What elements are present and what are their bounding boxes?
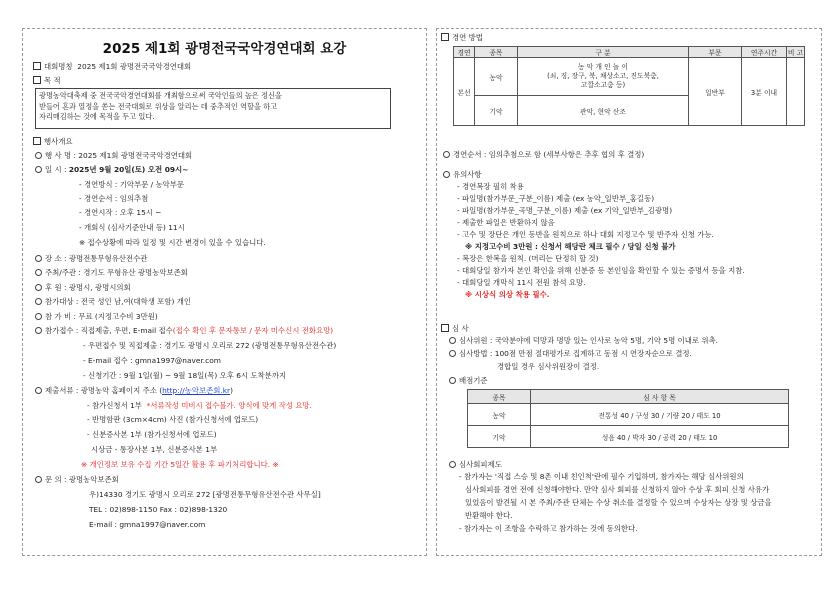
- docs-item-text: - 참가신청서 1부: [87, 401, 142, 410]
- purpose-box: [35, 88, 391, 129]
- venue-line: [35, 254, 147, 263]
- avoid-line: 심사회피를 경연 전에 신청해야한다. 만약 심사 회피를 신청하지 않아 수상 후 회피 신청 사유가: [465, 485, 770, 494]
- criteria-item: 농악: [468, 404, 531, 426]
- avoid-heading: [449, 460, 502, 469]
- circle-bullet-icon: [35, 387, 42, 394]
- sponsor-line: [35, 283, 131, 292]
- col-header: 종목: [475, 47, 518, 58]
- group-cell: 본선: [454, 58, 475, 126]
- apply-sub: - 우편접수 및 직접제출 : 경기도 광명시 오리로 272 (광명전통무형유산전수관): [83, 341, 337, 350]
- purpose-label: 목 적: [44, 76, 61, 85]
- apply-text: 참가접수 : 직접제출, 우편, E-mail 접수: [45, 326, 173, 335]
- judge-line: [449, 349, 692, 358]
- sub-line: - 경연시작 : 오후 15시 ~: [79, 208, 162, 217]
- date-value: 2025년 9월 20일(토) 오전 09시~: [68, 165, 189, 174]
- contact-sub: 우)14330 경기도 광명시 오리로 272 [광명전통무형유산전수관 사무실]: [89, 490, 321, 499]
- venue-text: 장 소 : 광명전통무형유산전수관: [45, 254, 148, 263]
- apply-sub: - E-mail 접수 : gmna1997@naver.com: [83, 356, 221, 365]
- docs-red-note: *서류작성 미비시 접수불가. 양식에 맞게 작성 요망.: [146, 401, 312, 410]
- circle-bullet-icon: [35, 298, 42, 305]
- circle-bullet-icon: [35, 327, 42, 334]
- date-line: [35, 165, 188, 174]
- item-cell: 기악: [475, 96, 518, 126]
- event-name-text: 행 사 명 : 2025 제1회 광명전국국악경연대회: [45, 151, 193, 160]
- circle-bullet-icon: [443, 171, 450, 178]
- judge-text: 심사위원 : 국악분야에 덕망과 명망 있는 인사로 농악 5명, 기악 5명 이내로 위촉.: [459, 336, 718, 345]
- caution-item: - 파일명(참가부문_곡명_구분_이름) 제출 (ex 기악_일반부_김광명): [457, 206, 673, 215]
- avoid-label: 심사회피제도: [459, 460, 502, 469]
- eligibility-text: 참가대상 : 전국 성인 남,여(대학생 포함) 개인: [45, 297, 192, 306]
- note-cell: [787, 58, 805, 126]
- host-line: [35, 268, 188, 277]
- checkbox-square-icon: [33, 137, 41, 145]
- contact-line: [35, 475, 119, 484]
- contact-sub: E-mail : gmna1997@naver.com: [89, 520, 206, 529]
- order-line: [443, 150, 644, 159]
- criteria-table: [467, 389, 789, 448]
- judge-line3: 경합일 경우 심사위원장이 결정.: [497, 362, 600, 371]
- avoid-line: - 참가자는 이 조항을 수락하고 참가하는 것에 동의한다.: [459, 524, 638, 533]
- event-name-line: [35, 151, 192, 160]
- desc-cell: [518, 58, 689, 96]
- duration-cell: 3분 이내: [742, 58, 787, 126]
- caution-item: - 경연복장 필히 착용: [457, 182, 524, 191]
- criteria-heading: [449, 376, 488, 385]
- docs-suffix: ): [230, 386, 233, 395]
- docs-item: [87, 401, 312, 410]
- caution-item: - 대회당일 참가자 본인 확인을 위해 신분증 등 본인임을 확인할 수 있는 증명서 등을 지참.: [457, 266, 745, 275]
- name-value: 2025 제1회 광명전국국악경연대회: [77, 62, 192, 71]
- purpose-line: 자리매김하는 것에 목적을 두고 있다.: [39, 112, 155, 121]
- overview-heading: [33, 137, 73, 146]
- caution-red: ※ 시상식 의상 착용 필수.: [465, 290, 550, 299]
- docs-item: 시상금 - 통장사본 1부, 신분증사본 1부: [91, 445, 218, 454]
- docs-text: 제출서류 : 광명농악 홈페이지 주소 (: [45, 386, 163, 395]
- apply-line: [35, 326, 333, 335]
- judge-text: 심사방법 : 100점 만점 절대평가로 집계하고 동점 시 연장자순으로 결정.: [459, 349, 692, 358]
- name-label: 대회명칭: [44, 62, 73, 71]
- avoid-line: - 참가자는 '직접 스승 및 8촌 이내 친인척'란에 필수 기입하며, 참가자는 해당 심사위원의: [459, 472, 744, 481]
- docs-item: - 신분증사본 1부 (참가신청서에 업로드): [87, 430, 217, 439]
- date-label: 일 시 :: [45, 165, 69, 174]
- criteria-header: 종목: [468, 390, 531, 404]
- circle-bullet-icon: [443, 151, 450, 158]
- avoid-line: 있었음이 발견될 시 본 주최/주관 단체는 수상 취소를 결정할 수 있으며 수상자는 상장 및 상금을: [465, 498, 772, 507]
- sub-line: - 경연방식 : 기악부문 / 농악부문: [79, 180, 185, 189]
- document-title: 2025 제1회 광명전국국악경연대회 요강: [102, 41, 347, 57]
- left-page: [22, 28, 427, 556]
- contact-sub: TEL : 02)898-1150 Fax : 02)898-1320: [89, 505, 228, 514]
- sub-line: - 경연순서 : 임의추첨: [79, 194, 149, 203]
- event-name-row: [33, 62, 191, 71]
- change-notice: ※ 접수상황에 따라 일정 및 시간 변경이 있을 수 있습니다.: [79, 238, 266, 247]
- caution-item: - 복장은 한복을 원칙. (머리는 단정히 할 것): [457, 254, 599, 263]
- checkbox-square-icon: [441, 324, 449, 332]
- circle-bullet-icon: [35, 284, 42, 291]
- purpose-line: 광명농악대축제 중 전국국악경연대회를 개최함으로써 국악인들의 높은 정신을: [39, 91, 282, 100]
- fee-line: [35, 312, 158, 321]
- circle-bullet-icon: [35, 152, 42, 159]
- caution-heading: [443, 170, 482, 179]
- purpose-line: 받들어 혼과 열정을 쏟는 전국대회로 위상을 알리는 데 중추적인 역할을 하고: [39, 101, 278, 111]
- judge-line: [449, 336, 718, 345]
- circle-bullet-icon: [35, 166, 42, 173]
- homepage-link[interactable]: http://농악보존회.kr: [162, 386, 231, 395]
- contact-text: 문 의 : 광명농악보존회: [45, 475, 119, 484]
- checkbox-square-icon: [33, 76, 41, 84]
- circle-bullet-icon: [35, 313, 42, 320]
- sponsor-text: 후 원 : 광명시, 광명시의회: [45, 283, 131, 292]
- circle-bullet-icon: [449, 350, 456, 357]
- criteria-label: 배점기준: [459, 376, 488, 385]
- judge-label: 심 사: [452, 324, 469, 333]
- checkbox-square-icon: [441, 33, 449, 41]
- caution-item: - 고수 및 장단은 개인 동반을 원칙으로 하나 대회 지정고수 및 반주자 신청 가능.: [457, 230, 714, 239]
- order-text: 경연순서 : 임의추첨으로 함 (세부사항은 추후 협의 후 결정): [453, 150, 645, 159]
- judge-heading: [441, 324, 469, 333]
- docs-item: - 반명함판 (3cm×4cm) 사진 (참가신청서에 업로드): [87, 415, 259, 424]
- division-cell: 일반부: [689, 58, 742, 126]
- checkbox-square-icon: [33, 62, 41, 70]
- docs-line: [35, 386, 233, 395]
- circle-bullet-icon: [35, 476, 42, 483]
- col-header: 구 분: [518, 47, 689, 58]
- circle-bullet-icon: [449, 461, 456, 468]
- apply-red-note: (접수 확인 후 문자통보 / 문자 미수신시 전화요망): [172, 326, 334, 335]
- circle-bullet-icon: [35, 255, 42, 262]
- col-header: 비 고: [787, 47, 805, 58]
- circle-bullet-icon: [449, 377, 456, 384]
- col-header: 연주시간: [742, 47, 787, 58]
- fee-text: 참 가 비 : 무료 (지정고수비 3만원): [45, 312, 158, 321]
- desc-cell: 관악, 현악 산조: [518, 96, 689, 126]
- method-table: [453, 46, 805, 126]
- criteria-points: 전통성 40 / 구성 30 / 기량 20 / 태도 10: [531, 404, 789, 426]
- criteria-item: 기악: [468, 426, 531, 448]
- caution-bold: ※ 지정고수비 3만원 : 신청서 해당란 체크 필수 / 당일 신청 불가: [465, 242, 676, 251]
- right-page: [436, 28, 822, 556]
- caution-item: - 파일명(참가부문_구분_이름) 제출 (ex 농악_일반부_홍길동): [457, 194, 655, 203]
- desc-line: 고깔소고춤 등): [580, 81, 626, 89]
- criteria-points: 성음 40 / 박자 30 / 공력 20 / 태도 10: [531, 426, 789, 448]
- privacy-notice: ※ 개인정보 보유 수집 기간 5일간 활용 후 파기처리합니다. ※: [81, 460, 279, 469]
- host-text: 주최/주관 : 경기도 무형유산 광명농악보존회: [45, 268, 188, 277]
- overview-label: 행사개요: [44, 137, 73, 146]
- criteria-header: 심 사 항 목: [531, 390, 789, 404]
- method-heading: [441, 33, 483, 42]
- caution-item: - 대회당일 개막식 11시 전원 참석 요망.: [457, 278, 586, 287]
- circle-bullet-icon: [449, 337, 456, 344]
- caution-label: 유의사항: [453, 170, 482, 179]
- sub-line: - 개회식 (심사기준안내 등) 11시: [79, 223, 185, 232]
- purpose-heading: [33, 76, 61, 85]
- eligibility-line: [35, 297, 191, 306]
- caution-item: - 제출한 파일은 반환하지 않음: [457, 218, 555, 227]
- col-header: 부문: [689, 47, 742, 58]
- avoid-line: 반환해야 한다.: [465, 511, 513, 520]
- item-cell: 농악: [475, 58, 518, 96]
- circle-bullet-icon: [35, 269, 42, 276]
- method-label: 경연 방법: [452, 33, 483, 42]
- desc-line: (쇠, 징, 장구, 북, 채상소고, 진도북춤,: [547, 72, 659, 80]
- apply-sub: - 신청기간 : 9월 1일(월) ~ 9월 18일(목) 오후 6시 도착분까지: [83, 371, 287, 380]
- desc-line: 농 악 개 인 놀 이: [577, 63, 629, 71]
- col-header: 경연: [454, 47, 475, 58]
